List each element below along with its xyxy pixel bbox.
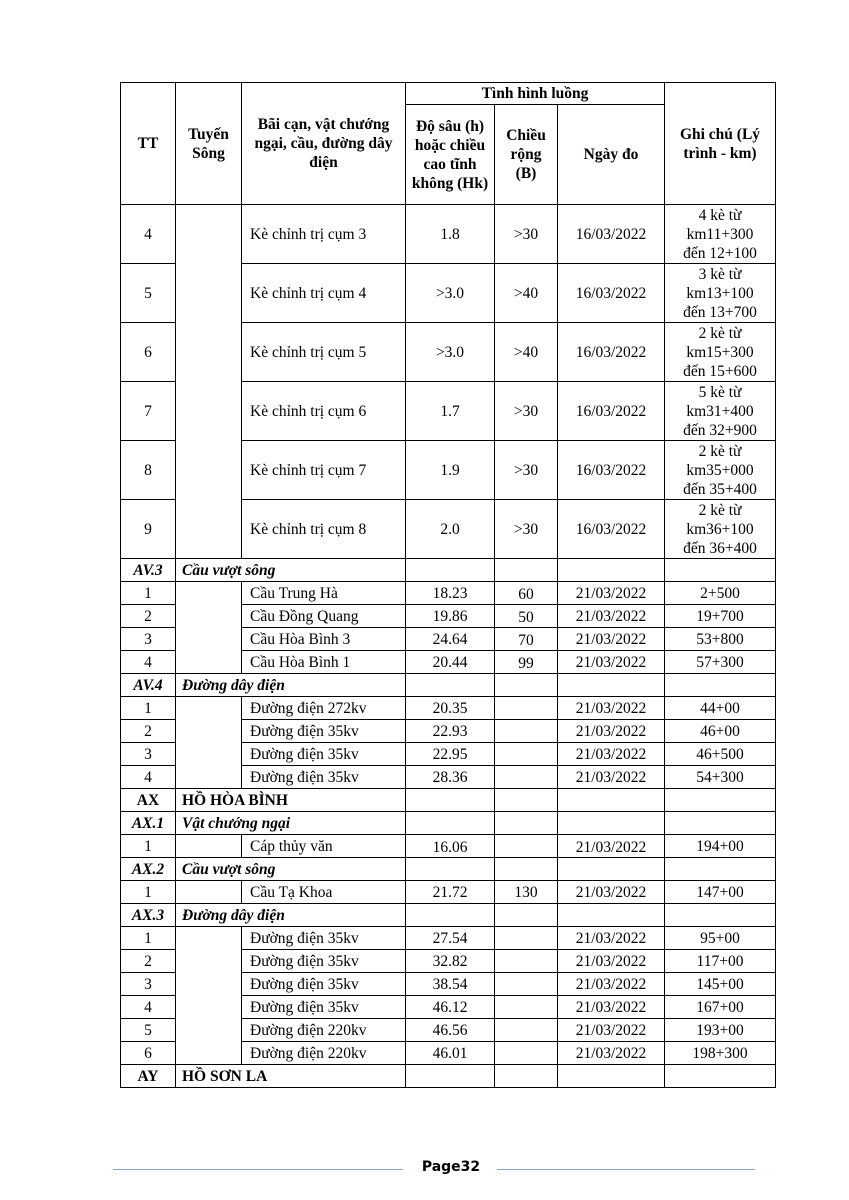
section-code: AX.2: [121, 858, 176, 881]
row-tt: 2: [121, 950, 176, 973]
row-depth: 1.7: [406, 382, 495, 441]
page-number: Page32: [421, 1159, 481, 1175]
section-code: AX.1: [121, 812, 176, 835]
row-date: 21/03/2022: [558, 927, 665, 950]
row-note: 4 kè từ km11+300 đến 12+100: [665, 205, 776, 264]
row-depth: 46.12: [406, 996, 495, 1019]
row-name: Đường điện 220kv: [242, 1019, 406, 1042]
row-date: 16/03/2022: [558, 264, 665, 323]
row-depth: >3.0: [406, 264, 495, 323]
row-depth: 20.35: [406, 697, 495, 720]
row-name: Đường điện 220kv: [242, 1042, 406, 1065]
row-name: Kè chỉnh trị cụm 3: [242, 205, 406, 264]
table-row: [121, 205, 776, 264]
row-name: Cầu Tạ Khoa: [242, 881, 406, 904]
row-name: Đường điện 35kv: [242, 996, 406, 1019]
row-note: 53+800: [665, 628, 776, 651]
row-name: Kè chỉnh trị cụm 7: [242, 441, 406, 500]
row-width: 130: [495, 881, 558, 904]
section-title: Cầu vượt sông: [176, 858, 406, 881]
row-tt: 1: [121, 835, 176, 858]
section-code: AX.3: [121, 904, 176, 927]
row-name: Đường điện 35kv: [242, 766, 406, 789]
section-title: Cầu vượt sông: [176, 559, 406, 582]
row-date: 21/03/2022: [558, 881, 665, 904]
row-tt: 1: [121, 582, 176, 605]
footer-rule-left: [113, 1169, 403, 1170]
section-row-ax3: [121, 904, 776, 927]
row-width: [495, 720, 558, 743]
section-code: AV.4: [121, 674, 176, 697]
row-name: Kè chỉnh trị cụm 8: [242, 500, 406, 559]
row-depth: 46.56: [406, 1019, 495, 1042]
row-date: 21/03/2022: [558, 835, 665, 858]
row-note: 54+300: [665, 766, 776, 789]
section-row-ax1: [121, 812, 776, 835]
row-tt: 1: [121, 927, 176, 950]
row-date: 21/03/2022: [558, 766, 665, 789]
row-width: [495, 996, 558, 1019]
row-note: 46+00: [665, 720, 776, 743]
row-date: 21/03/2022: [558, 582, 665, 605]
table-row: [121, 835, 776, 858]
row-tt: 9: [121, 500, 176, 559]
row-depth: 22.95: [406, 743, 495, 766]
row-depth: 20.44: [406, 651, 495, 674]
row-tt: 3: [121, 743, 176, 766]
section-row-av4: [121, 674, 776, 697]
river-merged-cell: [176, 205, 242, 559]
row-depth: >3.0: [406, 323, 495, 382]
row-date: 21/03/2022: [558, 651, 665, 674]
row-width: [495, 1019, 558, 1042]
col-header-tt: TT: [121, 83, 176, 205]
row-tt: 3: [121, 973, 176, 996]
table-row: [121, 582, 776, 605]
row-width: >30: [495, 382, 558, 441]
row-name: Cầu Hòa Bình 3: [242, 628, 406, 651]
row-note: 193+00: [665, 1019, 776, 1042]
obstacle-table: [120, 82, 776, 1088]
row-width: >30: [495, 205, 558, 264]
row-note: 57+300: [665, 651, 776, 674]
row-width: 50: [495, 605, 558, 628]
row-date: 21/03/2022: [558, 950, 665, 973]
river-merged-cell: [176, 697, 242, 789]
row-note: 194+00: [665, 835, 776, 858]
section-row-ax: [121, 789, 776, 812]
section-row-ay: [121, 1065, 776, 1088]
row-note: 19+700: [665, 605, 776, 628]
row-width: 60: [495, 582, 558, 605]
row-width: [495, 927, 558, 950]
row-width: [495, 835, 558, 858]
col-header-tuyen-song: Tuyến Sông: [176, 83, 242, 205]
row-tt: 4: [121, 651, 176, 674]
row-depth: 32.82: [406, 950, 495, 973]
row-width: [495, 973, 558, 996]
row-note: 2 kè từ km15+300 đến 15+600: [665, 323, 776, 382]
row-width: 99: [495, 651, 558, 674]
col-header-chieu-rong: Chiều rộng (B): [495, 105, 558, 205]
row-date: 16/03/2022: [558, 500, 665, 559]
section-title: Đường dây điện: [176, 674, 406, 697]
table-row: [121, 697, 776, 720]
section-title: HỒ SƠN LA: [176, 1065, 406, 1088]
row-depth: 16.06: [406, 835, 495, 858]
section-row-ax2: [121, 858, 776, 881]
col-header-do-sau: Độ sâu (h) hoặc chiều cao tĩnh không (Hk): [406, 105, 495, 205]
row-depth: 19.86: [406, 605, 495, 628]
section-code: AV.3: [121, 559, 176, 582]
row-note: 2+500: [665, 582, 776, 605]
section-code: AY: [121, 1065, 176, 1088]
row-note: 147+00: [665, 881, 776, 904]
row-date: 21/03/2022: [558, 628, 665, 651]
row-name: Cầu Đồng Quang: [242, 605, 406, 628]
page-footer: [0, 1156, 849, 1182]
row-depth: 22.93: [406, 720, 495, 743]
row-note: 2 kè từ km35+000 đến 35+400: [665, 441, 776, 500]
row-date: 21/03/2022: [558, 973, 665, 996]
row-note: 145+00: [665, 973, 776, 996]
row-name: Kè chỉnh trị cụm 6: [242, 382, 406, 441]
row-date: 16/03/2022: [558, 323, 665, 382]
row-width: >30: [495, 500, 558, 559]
row-note: 167+00: [665, 996, 776, 1019]
row-width: 70: [495, 628, 558, 651]
row-width: >30: [495, 441, 558, 500]
row-width: [495, 950, 558, 973]
row-name: Kè chỉnh trị cụm 4: [242, 264, 406, 323]
row-date: 16/03/2022: [558, 382, 665, 441]
row-note: 2 kè từ km36+100 đến 36+400: [665, 500, 776, 559]
row-tt: 6: [121, 1042, 176, 1065]
table-row: [121, 927, 776, 950]
row-tt: 6: [121, 323, 176, 382]
row-depth: 18.23: [406, 582, 495, 605]
row-date: 21/03/2022: [558, 605, 665, 628]
row-date: 21/03/2022: [558, 743, 665, 766]
river-cell: [176, 881, 242, 904]
row-date: 21/03/2022: [558, 1019, 665, 1042]
row-width: [495, 766, 558, 789]
row-tt: 1: [121, 881, 176, 904]
row-name: Cầu Hòa Bình 1: [242, 651, 406, 674]
row-depth: 38.54: [406, 973, 495, 996]
river-cell: [176, 835, 242, 858]
river-merged-cell: [176, 582, 242, 674]
row-note: 46+500: [665, 743, 776, 766]
row-depth: 27.54: [406, 927, 495, 950]
row-tt: 5: [121, 1019, 176, 1042]
table-header: [121, 83, 776, 205]
col-header-ngay-do: Ngày đo: [558, 105, 665, 205]
row-width: >40: [495, 264, 558, 323]
row-date: 21/03/2022: [558, 1042, 665, 1065]
row-tt: 5: [121, 264, 176, 323]
row-depth: 46.01: [406, 1042, 495, 1065]
col-header-bai-can: Bãi cạn, vật chướng ngại, cầu, đường dây điện: [242, 83, 406, 205]
section-title: Vật chướng ngại: [176, 812, 406, 835]
row-name: Đường điện 35kv: [242, 950, 406, 973]
row-note: 44+00: [665, 697, 776, 720]
row-note: 3 kè từ km13+100 đến 13+700: [665, 264, 776, 323]
row-tt: 1: [121, 697, 176, 720]
row-name: Đường điện 35kv: [242, 743, 406, 766]
row-tt: 3: [121, 628, 176, 651]
row-depth: 28.36: [406, 766, 495, 789]
row-date: 16/03/2022: [558, 441, 665, 500]
row-note: 198+300: [665, 1042, 776, 1065]
row-name: Đường điện 272kv: [242, 697, 406, 720]
row-depth: 24.64: [406, 628, 495, 651]
row-name: Đường điện 35kv: [242, 973, 406, 996]
row-tt: 2: [121, 605, 176, 628]
section-row-av3: [121, 559, 776, 582]
row-note: 5 kè từ km31+400 đến 32+900: [665, 382, 776, 441]
section-title: HỒ HÒA BÌNH: [176, 789, 406, 812]
row-width: >40: [495, 323, 558, 382]
row-width: [495, 1042, 558, 1065]
row-tt: 2: [121, 720, 176, 743]
row-width: [495, 697, 558, 720]
row-name: Đường điện 35kv: [242, 927, 406, 950]
row-date: 16/03/2022: [558, 205, 665, 264]
footer-rule-right: [497, 1169, 755, 1170]
col-header-tinh-hinh-luong: Tình hình luồng: [406, 83, 665, 105]
row-depth: 1.9: [406, 441, 495, 500]
row-width: [495, 743, 558, 766]
row-note: 117+00: [665, 950, 776, 973]
row-date: 21/03/2022: [558, 996, 665, 1019]
row-name: Đường điện 35kv: [242, 720, 406, 743]
row-name: Cầu Trung Hà: [242, 582, 406, 605]
col-header-ghi-chu: Ghi chú (Lý trình - km): [665, 83, 776, 205]
row-tt: 4: [121, 996, 176, 1019]
row-tt: 7: [121, 382, 176, 441]
section-title: Đường dây điện: [176, 904, 406, 927]
row-date: 21/03/2022: [558, 697, 665, 720]
row-date: 21/03/2022: [558, 720, 665, 743]
row-depth: 2.0: [406, 500, 495, 559]
row-depth: 21.72: [406, 881, 495, 904]
river-merged-cell: [176, 927, 242, 1065]
row-tt: 4: [121, 205, 176, 264]
row-name: Cáp thủy văn: [242, 835, 406, 858]
table-row: [121, 881, 776, 904]
row-tt: 4: [121, 766, 176, 789]
row-tt: 8: [121, 441, 176, 500]
row-note: 95+00: [665, 927, 776, 950]
row-depth: 1.8: [406, 205, 495, 264]
section-code: AX: [121, 789, 176, 812]
row-name: Kè chỉnh trị cụm 5: [242, 323, 406, 382]
